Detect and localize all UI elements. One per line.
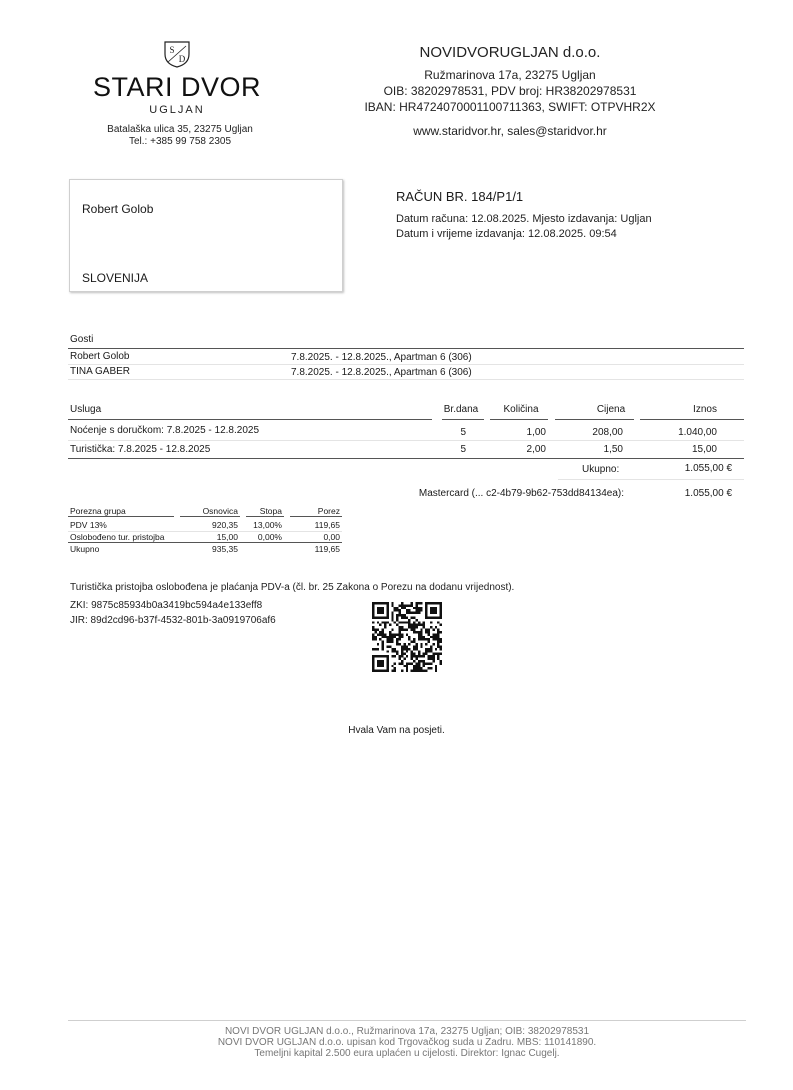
tax-amount: 119,65 [314, 520, 340, 530]
footer [68, 1026, 746, 1059]
service-price: 208,00 [592, 427, 623, 438]
jir-code: JIR: 89d2cd96-b37f-4532-801b-3a0919706af6 [70, 615, 276, 626]
service-days: 5 [460, 444, 466, 455]
zki-code: ZKI: 9875c85934b0a3419bc594a4e133eff8 [70, 600, 263, 611]
services-header-rule [640, 419, 744, 420]
footer-divider [68, 1020, 746, 1021]
service-name: Noćenje s doručkom: 7.8.2025 - 12.8.2025 [70, 425, 260, 436]
service-name: Turistička: 7.8.2025 - 12.8.2025 [70, 444, 211, 455]
footer-line-3: Temeljni kapital 2.500 eura uplaćen u cijelosti. Direktor: Ignac Cugelj. [254, 1048, 560, 1059]
guest-stay: 7.8.2025. - 12.8.2025., Apartman 6 (306) [291, 352, 472, 363]
invoice-meta: Datum računa: 12.08.2025. Mjesto izdavanja: Ugljan Datum i vrijeme izdavanja: 12.08.2025. 09:54 [396, 213, 652, 240]
footer-line-2: NOVI DVOR UGLJAN d.o.o. upisan kod Trgovačkog suda u Zadru. MBS: 110141890. [217, 1037, 597, 1048]
payment-label: Mastercard (... c2-4b79-9b62-753dd84134ea): [418, 488, 624, 499]
company-header [340, 44, 680, 138]
service-price: 1,50 [603, 444, 623, 455]
guest-row-divider [68, 379, 744, 380]
tax-rate: 13,00% [253, 520, 282, 530]
tax-header-rule [290, 516, 342, 517]
emblem-letter-d: D [178, 54, 186, 64]
service-row-divider [68, 440, 744, 441]
services-header-rule [68, 419, 432, 420]
customer-country: SLOVENIJA [82, 271, 149, 285]
total-value: 1.055,00 € [684, 463, 732, 474]
tax-base: 15,00 [216, 532, 238, 542]
tax-header-rate: Stopa [259, 506, 282, 516]
col-header-days: Br.dana [443, 404, 479, 415]
company-tax-ids: OIB: 38202978531, PDV broj: HR38202978531 [383, 84, 637, 98]
guest-name: TINA GABER [70, 366, 131, 377]
service-amount: 1.040,00 [678, 427, 717, 438]
tax-rate: 0,00% [257, 532, 282, 542]
company-web: www.staridvor.hr, sales@staridvor.hr [413, 124, 607, 138]
services-header-rule [442, 419, 484, 420]
tax-total-rule [68, 542, 342, 543]
guest-stay: 7.8.2025. - 12.8.2025., Apartman 6 (306) [291, 367, 472, 378]
guests-label: Gosti [70, 334, 94, 345]
tax-amount: 119,65 [314, 544, 340, 554]
payment-value: 1.055,00 € [684, 488, 732, 499]
company-bank: IBAN: HR4724070001100711363, SWIFT: OTPVHR2X [364, 100, 656, 114]
col-header-qty: Količina [503, 404, 539, 415]
tax-header-group: Porezna grupa [70, 506, 126, 516]
tax-header-rule [68, 516, 174, 517]
services-header-rule [490, 419, 548, 420]
company-name: NOVIDVORUGLJAN d.o.o. [419, 44, 601, 61]
customer-box [69, 179, 343, 292]
tax-group: Oslobođeno tur. pristojba [70, 532, 165, 542]
tax-header-rule [180, 516, 240, 517]
company-address: Ružmarinova 17a, 23275 Ugljan [424, 68, 596, 82]
stari-dvor-emblem-icon [162, 40, 192, 68]
tax-header-rule [246, 516, 284, 517]
guest-name: Robert Golob [70, 351, 130, 362]
guest-row-divider [68, 364, 744, 365]
tax-group: PDV 13% [70, 520, 107, 530]
emblem-letter-s: S [169, 45, 175, 55]
brand-contact [80, 124, 280, 148]
total-label: Ukupno: [582, 464, 620, 475]
guests-divider [68, 348, 744, 349]
col-header-service: Usluga [70, 404, 102, 415]
brand-name: STARI DVOR [92, 72, 261, 102]
total-divider [558, 479, 744, 480]
brand-phone: Tel.: +385 99 758 2305 [128, 136, 232, 147]
tax-header-tax: Porez [317, 506, 340, 516]
service-days: 5 [460, 427, 466, 438]
tax-base: 920,35 [212, 520, 238, 530]
tax-header-base: Osnovica [202, 506, 238, 516]
vat-exemption-note: Turistička pristojba oslobođena je plaćanja PDV-a (čl. br. 25 Zakona o Porezu na dodanu vrijednost). [70, 582, 515, 593]
services-header-rule [555, 419, 634, 420]
brand-subtitle: UGLJAN [149, 104, 205, 116]
tax-amount: 0,00 [323, 532, 340, 542]
service-amount: 15,00 [691, 444, 717, 455]
footer-line-1: NOVI DVOR UGLJAN d.o.o., Ružmarinova 17a, 23275 Ugljan; OIB: 38202978531 [224, 1026, 590, 1037]
fiscal-qr-code [372, 602, 442, 672]
services-bottom-rule [68, 458, 744, 459]
invoice-title: RAČUN BR. 184/P1/1 [396, 189, 524, 204]
service-qty: 1,00 [526, 427, 546, 438]
brand-address: Batalaška ulica 35, 23275 Ugljan [107, 124, 253, 135]
tax-base: 935,35 [212, 544, 238, 554]
col-header-price: Cijena [596, 404, 626, 415]
customer-name: Robert Golob [82, 202, 154, 216]
tax-group: Ukupno [70, 544, 100, 554]
thank-you-note: Hvala Vam na posjeti. [348, 725, 445, 736]
service-qty: 2,00 [526, 444, 546, 455]
col-header-amount: Iznos [693, 404, 717, 415]
